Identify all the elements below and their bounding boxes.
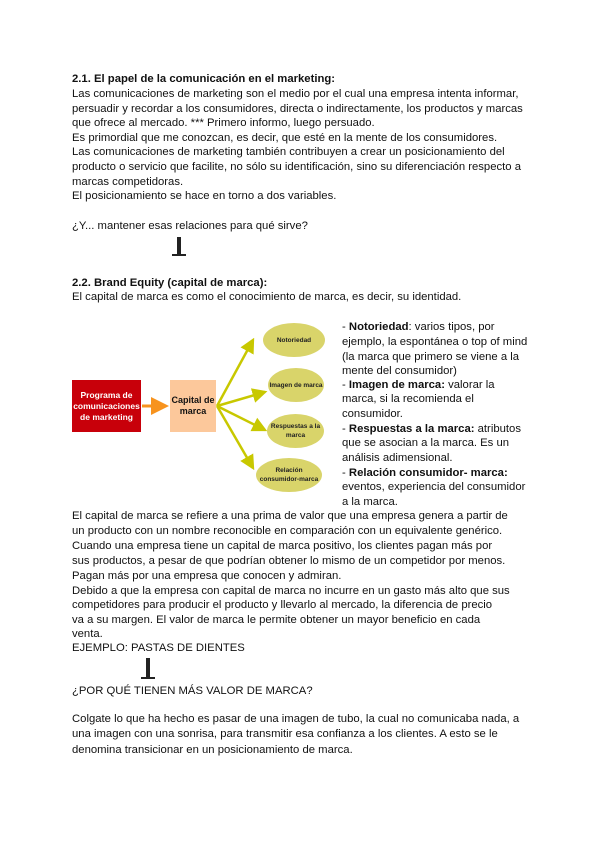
- text-line: denomina transicionar en un posicionamiento de marca.: [72, 744, 353, 756]
- node-respuestas: Respuestas a la marca: [267, 414, 324, 448]
- text-line: mente del consumidor): [342, 365, 457, 377]
- section-title: 2.1. El papel de la comunicación en el marketing:: [72, 73, 336, 85]
- section-title: 2.2. Brand Equity (capital de marca):: [72, 277, 268, 289]
- question: ¿Y... mantener esas relaciones para qué sirve?: [72, 220, 308, 232]
- text-line: que ofrece al mercado. *** Primero informo, luego persuado.: [72, 117, 375, 129]
- capital-box: Capital de marca: [170, 380, 216, 432]
- text-line: Pagan más por una empresa que conocen y admiran.: [72, 570, 342, 582]
- text-line: Es primordial que me conozcan, es decir, que esté en la mente de los consumidores.: [72, 132, 498, 144]
- text-line: un producto con un nombre reconocible en comparación con un equivalente genérico.: [72, 525, 503, 537]
- bullet-notoriedad: - Notoriedad: varios tipos, por: [342, 321, 495, 333]
- text-line: El capital de marca es como el conocimiento de marca, es decir, su identidad.: [72, 291, 462, 303]
- text-line: Colgate lo que ha hecho es pasar de una imagen de tubo, la cual no comunicaba nada, a: [72, 713, 520, 725]
- text-line: a la marca.: [342, 496, 398, 508]
- bullet-respuestas: - Respuestas a la marca: atributos: [342, 423, 521, 435]
- node-imagen: Imagen de marca: [268, 368, 324, 402]
- bullet-imagen: - Imagen de marca: valorar la: [342, 379, 495, 391]
- text-line: análisis adimensional.: [342, 452, 453, 464]
- text-line: (la marca que primero se viene a la: [342, 351, 520, 363]
- text-line: ejemplo, la espontánea o top of mind: [342, 336, 528, 348]
- text-line: competidores para producir el producto y llevarlo al mercado, la diferencia de precio: [72, 599, 493, 611]
- text-line: marcas competidoras.: [72, 176, 184, 188]
- text-line: que se asocian a la marca. Es un: [342, 437, 510, 449]
- down-arrow-icon: [146, 658, 150, 677]
- text-line: El capital de marca se refiere a una prima de valor que una empresa genera a partir de: [72, 510, 508, 522]
- bullet-relacion: - Relación consumidor- marca:: [342, 467, 508, 479]
- node-notoriedad: Notoriedad: [263, 323, 325, 357]
- text-line: marca, si la recomienda el: [342, 393, 474, 405]
- text-line: producto o servicio que facilite, no sólo su identificación, sino su diferenciación respecto a: [72, 161, 521, 173]
- text-line: persuadir y recordar a los consumidores, directa o indirectamente, los productos y marcas: [72, 103, 523, 115]
- example-label: EJEMPLO: PASTAS DE DIENTES: [72, 642, 245, 654]
- program-box: Programa de comunicaciones de marketing: [72, 380, 141, 432]
- text-line: eventos, experiencia del consumidor: [342, 481, 526, 493]
- text-line: Debido a que la empresa con capital de marca no incurre en un gasto más alto que sus: [72, 585, 510, 597]
- text-line: El posicionamiento se hace en torno a dos variables.: [72, 190, 337, 202]
- text-line: venta.: [72, 628, 103, 640]
- node-relacion: Relación consumidor-marca: [256, 458, 322, 492]
- text-line: Las comunicaciones de marketing son el medio por el cual una empresa intenta informar,: [72, 88, 519, 100]
- question: ¿POR QUÉ TIENEN MÁS VALOR DE MARCA?: [72, 685, 313, 697]
- text-line: sus productos, a pesar de que podrían obtener lo mismo de un competidor por menos.: [72, 555, 506, 567]
- down-arrow-icon: [177, 237, 181, 254]
- text-line: Las comunicaciones de marketing también contribuyen a crear un posicionamiento del: [72, 146, 505, 158]
- text-line: va a su margen. El valor de marca le permite obtener un mayor beneficio en cada: [72, 614, 481, 626]
- text-line: consumidor.: [342, 408, 403, 420]
- text-line: una imagen con una sonrisa, para transmitir esa confianza a los clientes. A esto se le: [72, 728, 498, 740]
- text-line: Cuando una empresa tiene un capital de marca positivo, los clientes pagan más por: [72, 540, 493, 552]
- brand-equity-diagram: [60, 318, 340, 508]
